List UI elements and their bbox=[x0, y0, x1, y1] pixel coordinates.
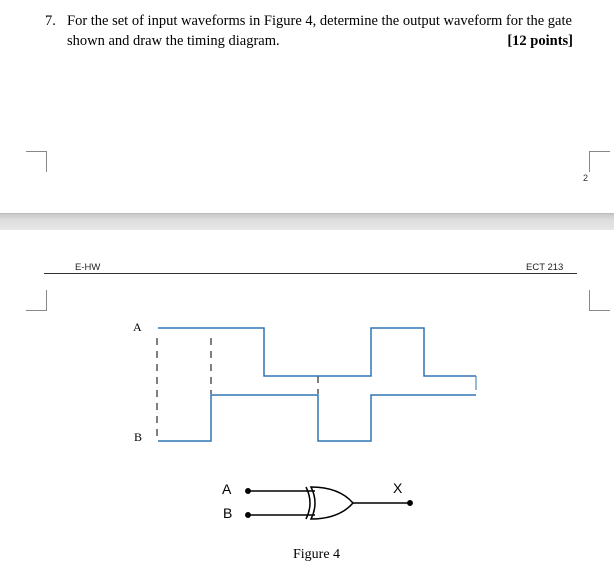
gate-input-b-label: B bbox=[223, 505, 233, 521]
input-b-terminal bbox=[246, 513, 250, 517]
waveform-b bbox=[158, 395, 476, 441]
timing-guides bbox=[157, 328, 424, 441]
question-points: [12 points] bbox=[507, 33, 573, 49]
question-text-line-1: For the set of input waveforms in Figure 4, determine the output waveform for the gate bbox=[67, 13, 572, 29]
page-number: 2 bbox=[583, 173, 589, 183]
gate-input-a-label: A bbox=[222, 481, 232, 497]
question-text-line-2: shown and draw the timing diagram. bbox=[67, 33, 280, 49]
or-body bbox=[311, 487, 353, 519]
gate-output-label: X bbox=[393, 480, 403, 496]
output-terminal bbox=[408, 501, 412, 505]
waveform-a bbox=[158, 328, 476, 376]
xor-input-arc bbox=[306, 487, 310, 519]
header-right-text: ECT 213 bbox=[526, 262, 564, 273]
waveform-b-label: B bbox=[134, 430, 143, 444]
figure-caption: Figure 4 bbox=[293, 547, 341, 562]
xor-gate-symbol bbox=[246, 487, 412, 519]
input-a-terminal bbox=[246, 489, 250, 493]
waveform-a-label: A bbox=[133, 320, 142, 334]
question-number: 7. bbox=[45, 13, 56, 29]
header-left-text: E-HW bbox=[75, 262, 101, 273]
